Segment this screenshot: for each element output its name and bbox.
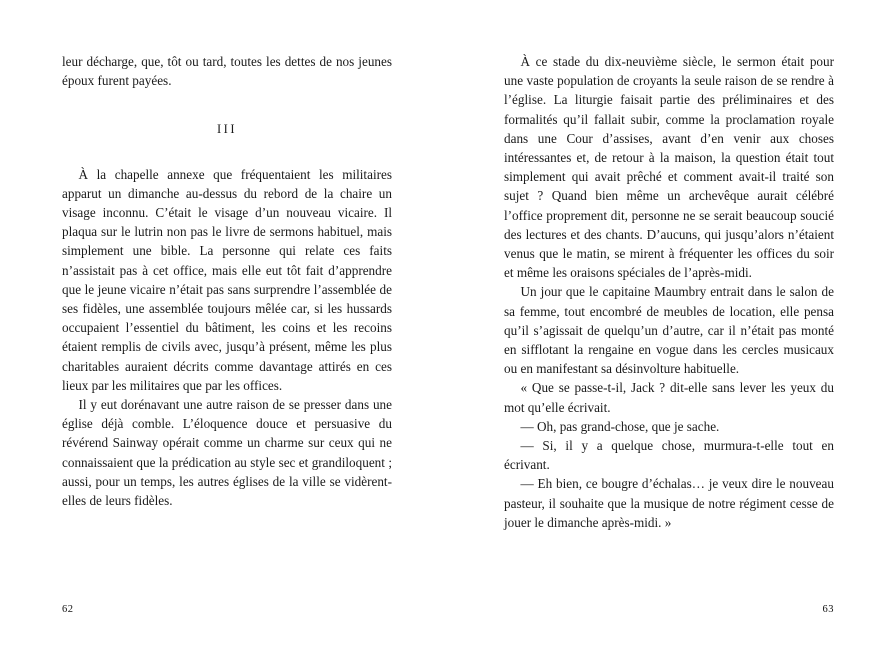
paragraph: leur décharge, que, tôt ou tard, toutes les dettes de nos jeunes époux furent payées.: [62, 54, 392, 89]
chapter-number: III: [217, 122, 237, 137]
paragraph: Un jour que le capitaine Maumbry entrait dans le salon de sa femme, tout encombré de meubles de location, elle pensa qu’il s’agissait de quelqu’un d’autre, car il n’était pas monté en sifflotant la rengaine en vogue dans les cercles musicaux ou en manifestant sa désinvolture habituelle.: [504, 284, 834, 377]
page-number-right: 63: [822, 604, 834, 615]
paragraph: Il y eut dorénavant une autre raison de se presser dans une église déjà comble. L’éloquence douce et persuasive du révérend Sainway opérait comme un charme sur ceux qui ne connaissaient que la prédication au style sec et grandiloquent ; aussi, pour un temps, les autres églises de la ville se vidèrent-elles de leurs fidèles.: [62, 397, 392, 509]
paragraph: — Eh bien, ce bougre d’échalas… je veux dire le nouveau pasteur, il souhaite que la musique de notre régiment cesse de jouer le dimanche après-midi. »: [504, 476, 834, 530]
paragraph: — Si, il y a quelque chose, murmura-t-elle tout en écrivant.: [504, 438, 834, 473]
page-number-left: 62: [62, 604, 74, 615]
paragraph: À ce stade du dix-neuvième siècle, le sermon était pour une vaste population de croyants la seule raison de se rendre à l’église. La liturgie faisait partie des préliminaires et des formalités qu’il fallait subir, comme la proclamation royale dans une Cour d’assises, avant d’en venir aux choses intéressantes et, de retour à la maison, la question était tout simplement qui avait prêché et comment avait-il traité son sujet ? Quand bien même un archevêque aurait célébré l’office proprement dit, personne ne se serait beaucoup soucié des lectures et des chants. D’aucuns, qui jusqu’alors n’étaient venus que le matin, se mirent à fréquenter les offices du soir et même les oraisons spéciales de l’après-midi.: [504, 54, 834, 281]
right-page-text: [504, 52, 834, 532]
right-page: [448, 0, 896, 651]
paragraph: « Que se passe-t-il, Jack ? dit-elle sans lever les yeux du mot qu’elle écrivait.: [504, 380, 834, 415]
paragraph: À la chapelle annexe que fréquentaient les militaires apparut un dimanche au-dessus du rebord de la chaire un visage inconnu. C’était le visage d’un nouveau vicaire. Il plaqua sur le lutrin non pas le livre de sermons habituel, mais simplement une bible. La personne qui relate ces faits n’assistait pas à cet office, mais elle eut tôt fait d’apprendre que le jeune vicaire n’était pas sans surprendre l’assemblée de ses fidèles, une assemblée toujours mêlée car, si les hussards occupaient l’essentiel du bâtiment, les coins et les recoins étaient remplis de civils avec, jusqu’à présent, même les plus charitables auraient décrits comme davantage attirés en ces lieux par les militaires que par les offices.: [62, 166, 392, 393]
left-page-text: [62, 52, 392, 510]
paragraph: — Oh, pas grand-chose, que je sache.: [520, 418, 720, 434]
